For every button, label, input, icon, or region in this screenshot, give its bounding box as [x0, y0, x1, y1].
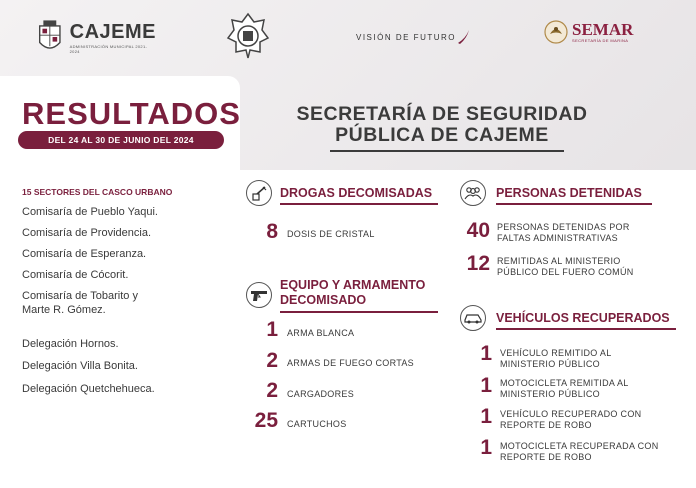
drug-syringe-icon [246, 180, 272, 206]
vehicles-count: 1 [480, 436, 492, 459]
equipment-label: CARTUCHOS [287, 419, 347, 429]
sector-item: Marte R. Gómez. [22, 304, 106, 316]
cajeme-name: CAJEME [69, 20, 156, 43]
vehicles-label-line1: MOTOCICLETA RECUPERADA CON [500, 441, 659, 451]
results-title: RESULTADOS [22, 96, 241, 131]
semar-sub: SECRETARÍA DE MARINA [572, 37, 629, 43]
sector-item: Comisaría de Cócorit. [22, 269, 129, 281]
page-title [262, 104, 622, 146]
vehicles-label-line2: MINISTERIO PÚBLICO [500, 389, 600, 399]
vehicles-label-line1: MOTOCICLETA REMITIDA AL [500, 378, 629, 388]
vehicles-title: VEHÍCULOS RECUPERADOS [496, 311, 670, 325]
vehicles-count: 1 [480, 342, 492, 365]
people-label-line2: PÚBLICO DEL FUERO COMÚN [497, 267, 634, 277]
vision-logo [356, 30, 470, 44]
cajeme-logo [36, 14, 156, 60]
people-title: PERSONAS DETENIDAS [496, 186, 642, 200]
people-underline [496, 203, 652, 205]
equipment-label: CARGADORES [287, 389, 355, 399]
drugs-label: DOSIS DE CRISTAL [287, 229, 375, 239]
equipment-label: ARMA BLANCA [287, 328, 355, 338]
page-title-line1: SECRETARÍA DE SEGURIDAD [296, 103, 588, 125]
equipment-count: 1 [266, 318, 278, 341]
sector-item: Delegación Villa Bonita. [22, 360, 138, 372]
vehicles-label-line1: VEHÍCULO RECUPERADO CON [500, 409, 642, 419]
people-count: 12 [466, 252, 490, 275]
equipment-underline [280, 311, 438, 313]
vehicles-label-line2: MINISTERIO PÚBLICO [500, 359, 600, 369]
police-badge-icon [226, 12, 270, 60]
eagle-seal-icon [544, 20, 568, 44]
header [0, 0, 696, 78]
vehicles-label-line2: REPORTE DE ROBO [500, 420, 592, 430]
equipment-count: 2 [266, 379, 278, 402]
semar-logo [544, 20, 633, 44]
car-icon [460, 305, 486, 331]
vehicles-label [500, 441, 659, 463]
cajeme-sub: ADMINISTRACIÓN MUNICIPAL 2021-2024 [69, 43, 148, 54]
people-label [497, 256, 634, 278]
vehicles-label [500, 348, 612, 370]
drugs-underline [280, 203, 438, 205]
vehicles-count: 1 [480, 374, 492, 397]
people-label [497, 222, 630, 244]
people-label-line1: REMITIDAS AL MINISTERIO [497, 256, 621, 266]
vehicles-label-line1: VEHÍCULO REMITIDO AL [500, 348, 612, 358]
sectors-title: 15 SECTORES DEL CASCO URBANO [22, 187, 173, 197]
cajeme-shield-icon [36, 17, 64, 57]
vehicles-count: 1 [480, 405, 492, 428]
sector-item: Delegación Hornos. [22, 338, 119, 350]
drugs-count: 8 [266, 220, 278, 243]
title-underline [330, 150, 564, 152]
drugs-title: DROGAS DECOMISADAS [280, 186, 433, 200]
equipment-title-line2: DECOMISADO [280, 293, 367, 307]
people-group-icon [460, 180, 486, 206]
sector-item: Comisaría de Pueblo Yaqui. [22, 206, 158, 218]
sector-item: Comisaría de Tobarito y [22, 290, 138, 302]
pistol-icon [246, 282, 272, 308]
date-range-pill: DEL 24 AL 30 DE JUNIO DEL 2024 [18, 131, 224, 149]
page-title-line2: PÚBLICA DE CAJEME [335, 124, 549, 146]
vehicles-label [500, 378, 629, 400]
sector-item: Comisaría de Providencia. [22, 227, 152, 239]
vision-text: VISIÓN DE FUTURO [356, 32, 457, 42]
vehicles-label-line2: REPORTE DE ROBO [500, 452, 592, 462]
equipment-count: 2 [266, 349, 278, 372]
semar-name: SEMAR [572, 19, 634, 39]
vehicles-underline [496, 328, 676, 330]
people-count: 40 [466, 219, 490, 242]
sector-item: Delegación Quetchehueca. [22, 383, 155, 395]
equipment-label: ARMAS DE FUEGO CORTAS [287, 358, 414, 368]
equipment-count: 25 [254, 409, 278, 432]
people-label-line2: FALTAS ADMINISTRATIVAS [497, 233, 618, 243]
sector-item: Comisaría de Esperanza. [22, 248, 147, 260]
equipment-title-line1: EQUIPO Y ARMAMENTO [280, 278, 426, 292]
swoosh-icon [458, 30, 470, 44]
equipment-title [280, 278, 425, 308]
vehicles-label [500, 409, 641, 431]
people-label-line1: PERSONAS DETENIDAS POR [497, 222, 630, 232]
